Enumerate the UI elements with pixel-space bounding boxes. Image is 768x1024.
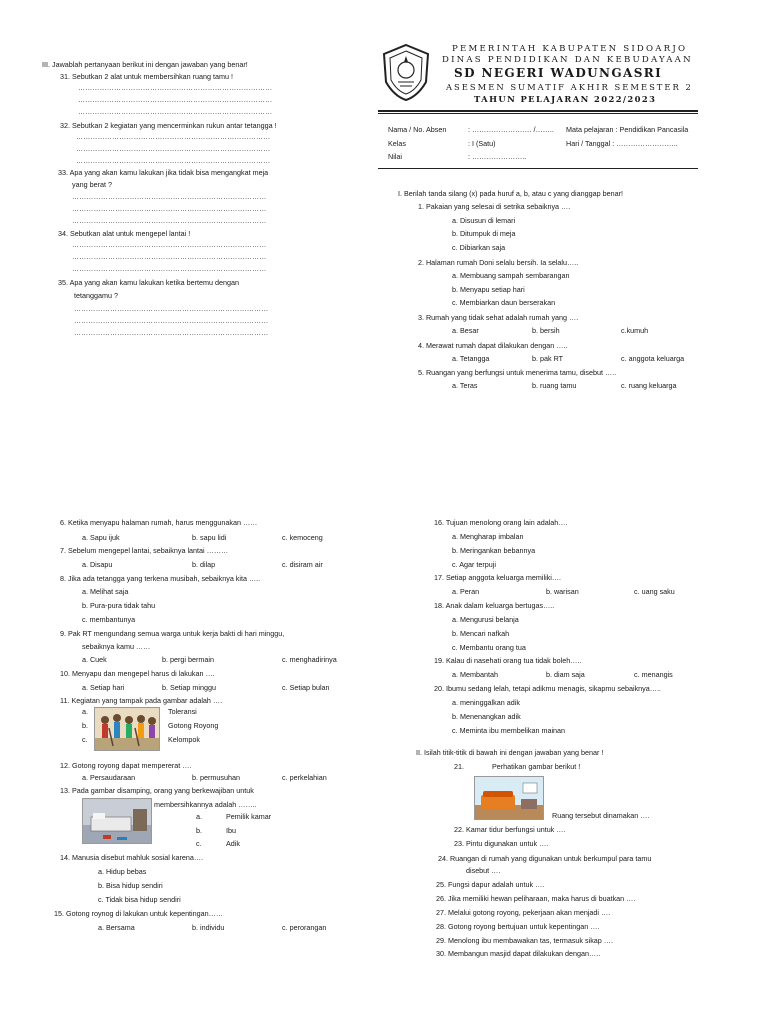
question-21-number: 21.	[454, 762, 464, 771]
option-17a[interactable]: a. Peran	[452, 587, 480, 596]
option-7a[interactable]: a. Disapu	[82, 560, 113, 569]
question-20: 20. Ibumu sedang lelah, tetapi adikmu menagis, sikapmu sebaiknya…..	[434, 684, 661, 693]
option-8b[interactable]: b. Pura-pura tidak tahu	[82, 601, 156, 610]
question-13: 13. Pada gambar disamping, orang yang berkewajiban untuk	[60, 786, 254, 795]
question-19: 19. Kalau di nasehati orang tua tidak boleh…..	[434, 656, 582, 665]
answer-line[interactable]: ………………………………………………………………………	[72, 194, 267, 201]
date-field[interactable]: Hari / Tanggal : ……………………..	[566, 139, 678, 148]
question-26: 26. Jika memiliki hewan peliharaan, maka harus di buatkan ….	[436, 894, 636, 903]
question-29: 29. Menolong ibu membawakan tas, termasuk sikap ….	[436, 936, 613, 945]
header-divider-thin	[378, 113, 698, 114]
option-13b[interactable]: Ibu	[226, 826, 236, 835]
score-field[interactable]: : …………………..	[468, 152, 527, 161]
option-11b[interactable]: Gotong Royong	[168, 721, 219, 730]
option-13c[interactable]: Adik	[226, 839, 240, 848]
option-15a[interactable]: a. Bersama	[98, 923, 135, 932]
question-35-cont: tetanggamu ?	[74, 291, 118, 300]
bedroom-picture	[82, 798, 152, 844]
question-8: 8. Jika ada tetangga yang terkena musibah, sebaiknya kita …..	[60, 574, 261, 583]
option-13b-letter[interactable]: b.	[196, 826, 202, 835]
option-19c[interactable]: c. menangis	[634, 670, 673, 679]
option-7b[interactable]: b. dilap	[192, 560, 216, 569]
answer-line[interactable]: ………………………………………………………………………	[78, 109, 273, 116]
question-22: 22. Kamar tidur berfungsi untuk ….	[454, 825, 566, 834]
option-15c[interactable]: c. perorangan	[282, 923, 327, 932]
option-16c[interactable]: c. Agar terpuji	[452, 560, 496, 569]
option-3b[interactable]: b. bersih	[532, 326, 560, 335]
header-school-year: TAHUN PELAJARAN 2022/2023	[474, 94, 657, 104]
school-emblem-icon	[378, 42, 434, 102]
option-10c[interactable]: c. Setiap bulan	[282, 683, 330, 692]
question-3: 3. Rumah yang tidak sehat adalah rumah yang ….	[418, 313, 579, 322]
question-24: 24. Ruangan di rumah yang digunakan untuk berkumpul para tamu	[438, 854, 652, 863]
question-33: 33. Apa yang akan kamu lakukan jika tidak bisa mengangkat meja	[58, 168, 269, 177]
option-13a[interactable]: Pemilik kamar	[226, 812, 272, 821]
option-16b[interactable]: b. Meringankan bebannya	[452, 546, 536, 555]
header-government: PEMERINTAH KABUPATEN SIDOARJO	[452, 44, 688, 54]
option-5b[interactable]: b. ruang tamu	[532, 381, 577, 390]
option-13c-letter[interactable]: c.	[196, 839, 202, 848]
answer-line[interactable]: ………………………………………………………………………	[74, 318, 269, 325]
answer-line[interactable]: ………………………………………………………………………	[72, 242, 267, 249]
option-5c[interactable]: c. ruang keluarga	[621, 381, 677, 390]
score-label: Nilai	[388, 152, 402, 161]
messy-bedroom-icon	[83, 799, 152, 844]
option-20b[interactable]: b. Menenangkan adik	[452, 712, 521, 721]
option-20c[interactable]: c. Meminta ibu membelikan mainan	[452, 726, 566, 735]
question-5: 5. Ruangan yang berfungsi untuk menerima tamu, disebut …..	[418, 368, 617, 377]
option-11b-letter[interactable]: b.	[82, 721, 88, 730]
room-furniture-icon	[475, 777, 544, 820]
option-6b[interactable]: b. sapu lidi	[192, 533, 227, 542]
answer-line[interactable]: ………………………………………………………………………	[74, 306, 269, 313]
option-14a[interactable]: a. Hidup bebas	[98, 867, 147, 876]
answer-line[interactable]: ………………………………………………………………………	[76, 146, 271, 153]
option-12a[interactable]: a. Persaudaraan	[82, 773, 136, 782]
option-14c[interactable]: c. Tidak bisa hidup sendiri	[98, 895, 181, 904]
living-room-picture	[474, 776, 544, 820]
header-divider	[378, 110, 698, 112]
option-20a[interactable]: a. meninggalkan adik	[452, 698, 520, 707]
question-21-cont: Ruang tersebut dinamakan ….	[552, 811, 650, 820]
option-9c[interactable]: c. menghadirinya	[282, 655, 337, 664]
option-7c[interactable]: c. disiram air	[282, 560, 323, 569]
option-18b[interactable]: b. Mencari nafkah	[452, 629, 510, 638]
option-11a-letter[interactable]: a.	[82, 707, 88, 716]
question-23: 23. Pintu digunakan untuk ….	[454, 839, 549, 848]
option-11a[interactable]: Toleransi	[168, 707, 197, 716]
answer-line[interactable]: ………………………………………………………………………	[74, 330, 269, 337]
question-16: 16. Tujuan menolong orang lain adalah….	[434, 518, 568, 527]
option-6c[interactable]: c. kemoceng	[282, 533, 323, 542]
option-4c[interactable]: c. anggota keluarga	[621, 354, 685, 363]
option-16a[interactable]: a. Mengharap imbalan	[452, 532, 524, 541]
answer-line[interactable]: ………………………………………………………………………	[76, 158, 271, 165]
info-divider	[378, 168, 698, 169]
option-12b[interactable]: b. permusuhan	[192, 773, 240, 782]
option-5a[interactable]: a. Teras	[452, 381, 478, 390]
question-34: 34. Sebutkan alat untuk mengepel lantai !	[58, 229, 191, 238]
option-1c[interactable]: c. Dibiarkan saja	[452, 243, 506, 252]
option-8c[interactable]: c. membantunya	[82, 615, 136, 624]
question-11: 11. Kegiatan yang tampak pada gambar adalah ….	[60, 696, 223, 705]
question-9-cont: sebaiknya kamu ……	[82, 642, 151, 651]
option-15b[interactable]: b. individu	[192, 923, 225, 932]
header-exam-name: ASESMEN SUMATIF AKHIR SEMESTER 2	[446, 82, 693, 92]
question-18: 18. Anak dalam keluarga bertugas…..	[434, 601, 555, 610]
question-27: 27. Melalui gotong royong, pekerjaan akan menjadi ….	[436, 908, 611, 917]
option-1a[interactable]: a. Disusun di lemari	[452, 216, 516, 225]
question-24-cont: disebut ….	[466, 866, 501, 875]
question-6: 6. Ketika menyapu halaman rumah, harus menggunakan ……	[60, 518, 258, 527]
option-13a-letter[interactable]: a.	[196, 812, 202, 821]
answer-line[interactable]: ………………………………………………………………………	[72, 254, 267, 261]
option-19b[interactable]: b. diam saja	[546, 670, 585, 679]
question-28: 28. Gotong royong bertujuan untuk kepentingan ….	[436, 922, 600, 931]
option-8a[interactable]: a. Melihat saja	[82, 587, 129, 596]
option-11c-letter[interactable]: c.	[82, 735, 88, 744]
question-30: 30. Membangun masjid dapat dilakukan dengan…..	[436, 949, 601, 958]
option-9b[interactable]: b. pergi bermain	[162, 655, 214, 664]
option-10a[interactable]: a. Setiap hari	[82, 683, 125, 692]
option-1b[interactable]: b. Ditumpuk di meja	[452, 229, 516, 238]
answer-line[interactable]: ………………………………………………………………………	[76, 134, 271, 141]
header-school-name: SD NEGERI WADUNGASRI	[454, 66, 663, 80]
question-12: 12. Gotong royong dapat mempererat ….	[60, 761, 192, 770]
answer-line[interactable]: ………………………………………………………………………	[78, 97, 273, 104]
student-name-field[interactable]: : ……………………. /……..	[468, 125, 554, 134]
question-7: 7. Sebelum mengepel lantai, sebaiknya lantai ………	[60, 546, 229, 555]
class-label: Kelas	[388, 139, 406, 148]
question-1: 1. Pakaian yang selesai di setrika sebaiknya ….	[418, 202, 571, 211]
question-31: 31. Sebutkan 2 alat untuk membersihkan ruang tamu !	[60, 72, 234, 81]
people-working-icon	[95, 708, 160, 751]
student-name-label: Nama / No. Absen	[388, 125, 447, 134]
answer-line[interactable]: ………………………………………………………………………	[72, 266, 267, 273]
option-18a[interactable]: a. Mengurusi belanja	[452, 615, 519, 624]
question-9: 9. Pak RT mengundang semua warga untuk kerja bakti di hari minggu,	[60, 629, 285, 638]
question-21: Perhatikan gambar berikut !	[492, 762, 581, 771]
question-2: 2. Halaman rumah Doni selalu bersih. Ia selalu…..	[418, 258, 579, 267]
question-4: 4. Merawat rumah dapat dilakukan dengan …..	[418, 341, 568, 350]
option-6a[interactable]: a. Sapu ijuk	[82, 533, 120, 542]
question-33-cont: yang berat ?	[72, 180, 112, 189]
option-17b[interactable]: b. warisan	[546, 587, 579, 596]
gotong-royong-picture	[94, 707, 160, 751]
question-14: 14. Manusia disebut mahluk sosial karena….	[60, 853, 204, 862]
option-3a[interactable]: a. Besar	[452, 326, 479, 335]
class-value: : I (Satu)	[468, 139, 496, 148]
question-15: 15. Gotong roynog di lakukan untuk kepentingan……	[54, 909, 224, 918]
question-13-cont: membersihkannya adalah ……..	[154, 800, 257, 809]
option-14b[interactable]: b. Bisa hidup sendiri	[98, 881, 163, 890]
option-12c[interactable]: c. perkelahian	[282, 773, 327, 782]
option-2b[interactable]: b. Menyapu setiap hari	[452, 285, 525, 294]
option-17c[interactable]: c. uang saku	[634, 587, 675, 596]
question-25: 25. Fungsi dapur adalah untuk ….	[436, 880, 545, 889]
option-9a[interactable]: a. Cuek	[82, 655, 107, 664]
section-2-title: II. Isilah titik-titik di bawah ini dengan jawaban yang benar !	[416, 748, 604, 757]
option-11c[interactable]: Kelompok	[168, 735, 200, 744]
header-department: DINAS PENDIDIKAN DAN KEBUDAYAAN	[442, 55, 693, 65]
answer-line[interactable]: ………………………………………………………………………	[78, 85, 273, 92]
option-2a[interactable]: a. Membuang sampah sembarangan	[452, 271, 570, 280]
option-4b[interactable]: b. pak RT	[532, 354, 564, 363]
option-19a[interactable]: a. Membantah	[452, 670, 498, 679]
option-3c[interactable]: c.kumuh	[621, 326, 649, 335]
option-10b[interactable]: b. Setiap minggu	[162, 683, 216, 692]
section-3-title: III. Jawablah pertanyaan berikut ini dengan jawaban yang benar!	[42, 60, 248, 69]
option-18c[interactable]: c. Membantu orang tua	[452, 643, 526, 652]
answer-line[interactable]: ………………………………………………………………………	[72, 218, 267, 225]
question-17: 17. Setiap anggota keluarga memiliki….	[434, 573, 562, 582]
option-4a[interactable]: a. Tetangga	[452, 354, 490, 363]
section-1-title: I. Berilah tanda silang (x) pada huruf a, b, atau c yang dianggap benar!	[398, 189, 623, 198]
option-2c[interactable]: c. Membiarkan daun berserakan	[452, 298, 556, 307]
question-35: 35. Apa yang akan kamu lakukan ketika bertemu dengan	[58, 278, 240, 287]
answer-line[interactable]: ………………………………………………………………………	[72, 206, 267, 213]
question-32: 32. Sebutkan 2 kegiatan yang mencerminkan rukun antar tetangga !	[60, 121, 277, 130]
subject-label: Mata pelajaran : Pendidikan Pancasila	[566, 125, 689, 134]
question-10: 10. Menyapu dan mengepel harus di lakukan ….	[60, 669, 215, 678]
